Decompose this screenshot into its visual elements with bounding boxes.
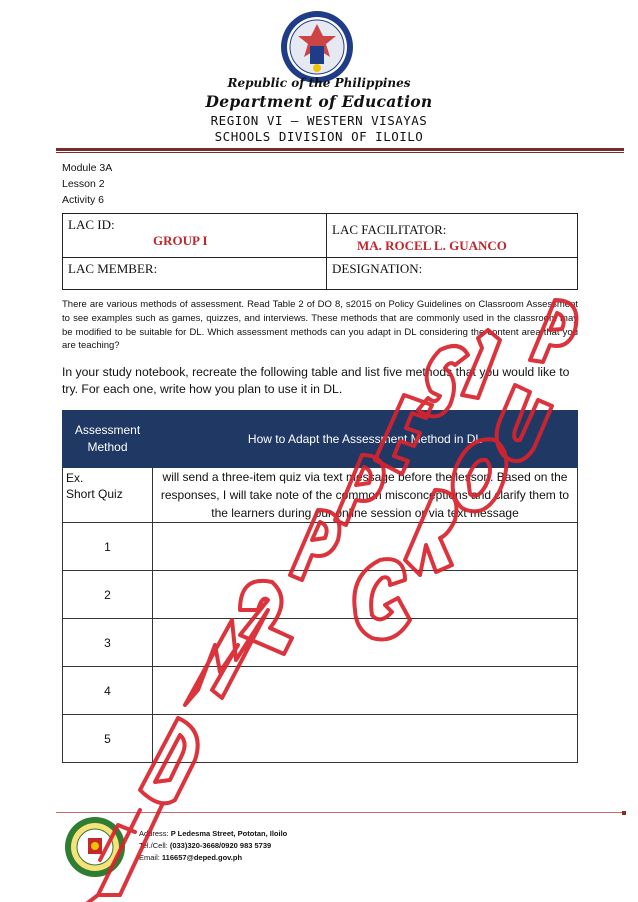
table-row [63, 619, 578, 667]
table-row [63, 715, 578, 763]
footer-phone: Tel./Cell: (033)320-3668/0920 983 5739 [139, 841, 272, 850]
instruction-paragraph: There are various methods of assessment. Read Table 2 of DO 8, s2015 on Policy Guidelines on Classroom Assessment to see examples such as games, quizzes, and interviews. These methods that are commonly used in the classroom may be modified to be suitable for DL. Which assessment methods can you adapt in DL considering the content area that you are teaching? [62, 299, 578, 352]
example-adaptation: will send a three-item quiz via text message before the lesson. Based on the responses, I will take note of the common misconceptions and clarify them to the learners during our online session or via text message [153, 468, 578, 523]
lac-id-cell [63, 214, 327, 258]
assessment-method-table [62, 410, 578, 763]
row-number: 2 [63, 571, 153, 619]
example-label: Ex. [66, 471, 84, 485]
example-method: Short Quiz [66, 487, 123, 501]
footer-divider-end [622, 811, 626, 815]
footer-address: Address: P Ledesma Street, Pototan, Iloilo [139, 829, 288, 838]
republic-heading: Republic of the Philippines [227, 76, 411, 90]
answer-cell[interactable] [153, 523, 578, 571]
lac-member-label: LAC MEMBER: [68, 261, 158, 276]
example-method-cell [63, 468, 153, 523]
table-row [63, 667, 578, 715]
department-heading: Department of Education [205, 92, 433, 111]
lac-info-table [62, 213, 578, 290]
row-number: 4 [63, 667, 153, 715]
column-header-method: Assessment Method [63, 411, 153, 468]
designation-label: DESIGNATION: [332, 261, 423, 276]
table-row [63, 571, 578, 619]
designation-cell [327, 258, 578, 290]
lac-facilitator-value: MA. ROCEL L. GUANCO [357, 238, 507, 253]
module-info [62, 160, 112, 208]
lesson-label: Lesson 2 [62, 178, 105, 190]
header-divider [56, 148, 624, 151]
lac-facilitator-cell [327, 214, 578, 258]
module-label: Module 3A [62, 162, 113, 174]
row-number: 1 [63, 523, 153, 571]
row-number: 3 [63, 619, 153, 667]
deped-seal-icon [280, 10, 354, 84]
lac-id-value: GROUP I [153, 233, 208, 248]
region-heading: REGION VI – WESTERN VISAYAS [210, 113, 428, 128]
example-row [63, 468, 578, 523]
answer-cell[interactable] [153, 571, 578, 619]
footer-email: Email: 116657@deped.gov.ph [139, 853, 243, 862]
row-number: 5 [63, 715, 153, 763]
answer-cell[interactable] [153, 715, 578, 763]
school-seal-icon [64, 816, 126, 878]
division-heading: SCHOOLS DIVISION OF ILOILO [214, 129, 424, 144]
header-divider-thin [56, 152, 624, 153]
lac-facilitator-label: LAC FACILITATOR: [332, 222, 447, 237]
lac-member-cell [63, 258, 327, 290]
footer-divider [56, 812, 626, 813]
task-paragraph: In your study notebook, recreate the following table and list five methods that you would like to try. For each one, write how you plan to use it in DL. [62, 365, 570, 396]
footer-contact [139, 828, 287, 864]
column-header-adaptation: How to Adapt the Assessment Method in DL [153, 411, 578, 468]
table-row [63, 523, 578, 571]
answer-cell[interactable] [153, 619, 578, 667]
activity-label: Activity 6 [62, 194, 105, 206]
lac-id-label: LAC ID: [68, 217, 115, 232]
answer-cell[interactable] [153, 667, 578, 715]
